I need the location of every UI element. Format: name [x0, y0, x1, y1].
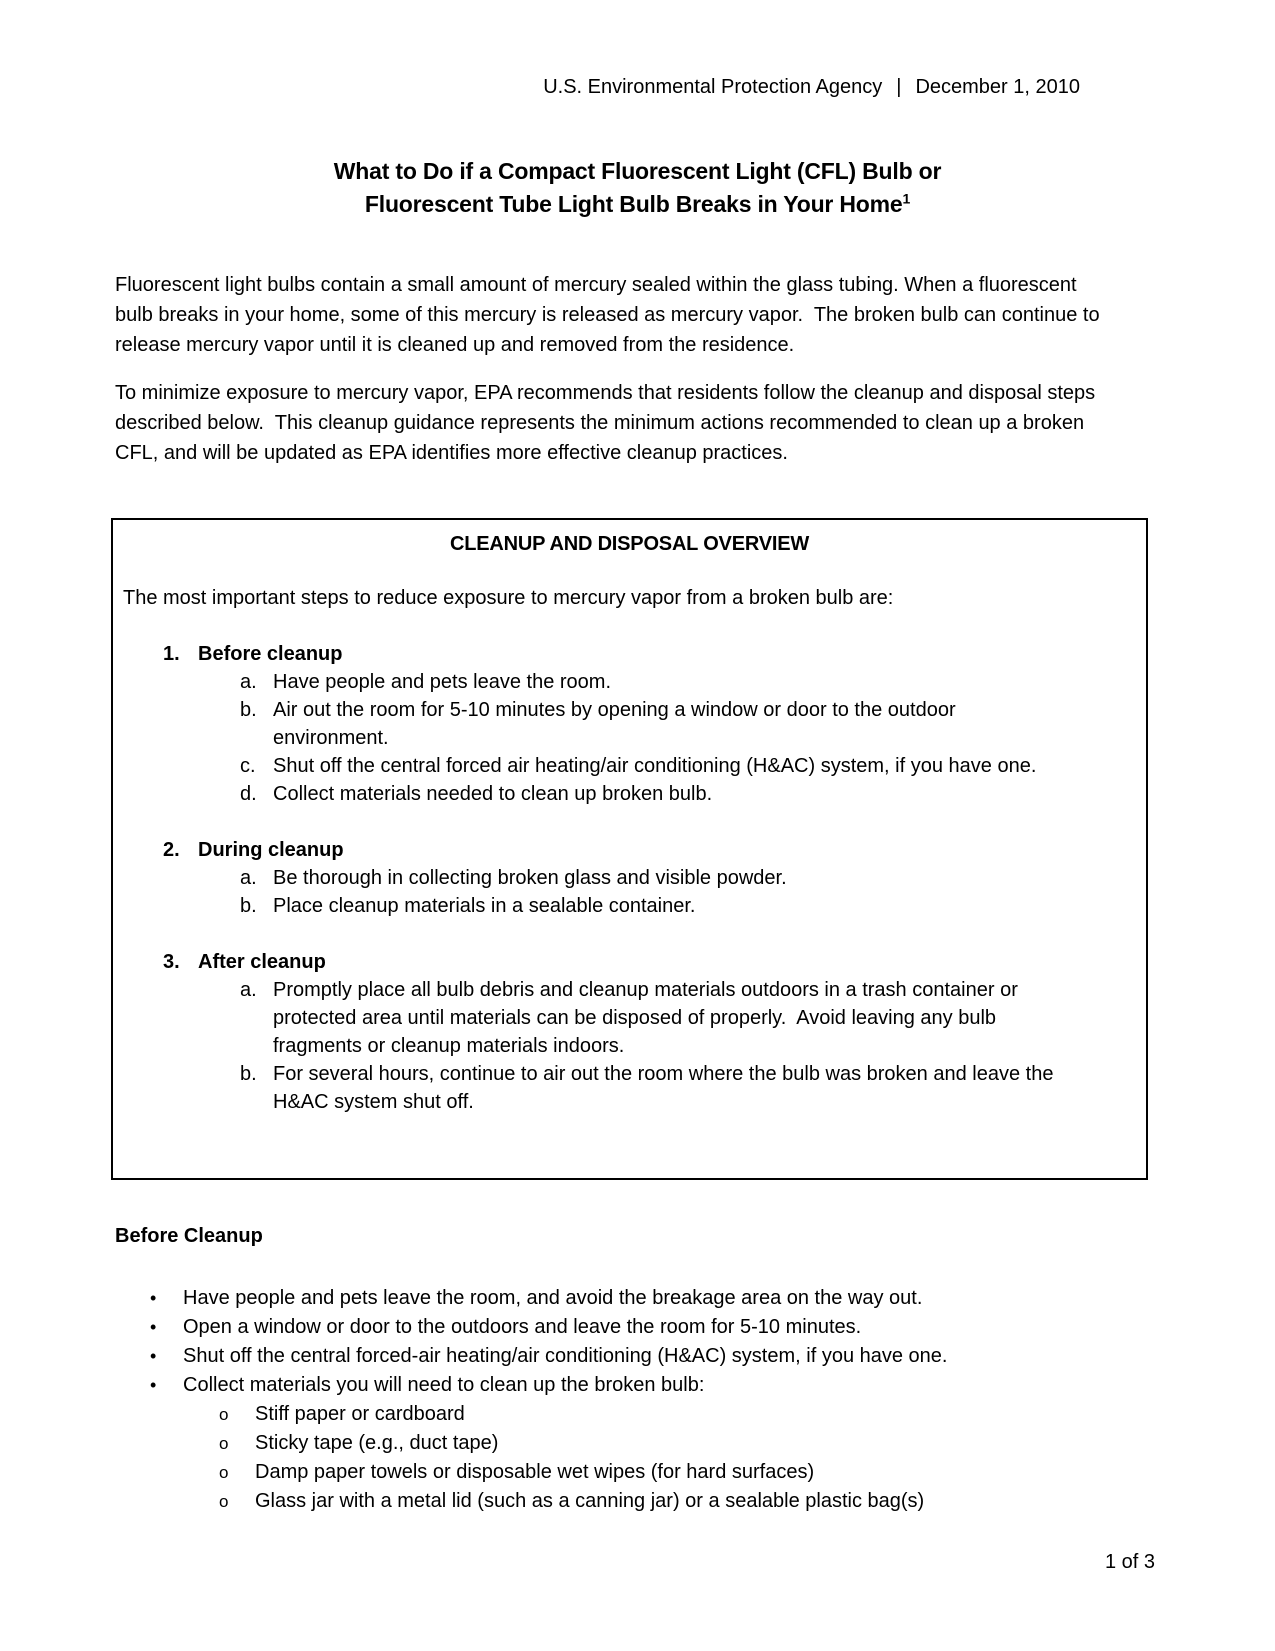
list-item-text: Shut off the central forced air heating/air conditioning (H&AC) system, if you have one.	[273, 755, 1037, 777]
bullet-text: Have people and pets leave the room, and avoid the breakage area on the way out.	[183, 1287, 923, 1309]
list-item-text: Be thorough in collecting broken glass and visible powder.	[273, 867, 787, 889]
overview-box-title: CLEANUP AND DISPOSAL OVERVIEW	[449, 533, 810, 555]
list-heading-text: During cleanup	[198, 839, 344, 861]
list-item-text: Have people and pets leave the room.	[273, 671, 611, 693]
list-letter: a.	[240, 671, 257, 693]
list-number: 2.	[163, 839, 180, 861]
list-item-text: Place cleanup materials in a sealable container.	[273, 895, 696, 917]
sub-bullet-text: Sticky tape (e.g., duct tape)	[255, 1432, 499, 1454]
list-heading-text: Before cleanup	[198, 643, 343, 665]
list-letter: b.	[240, 895, 257, 917]
overview-section-heading	[113, 836, 1146, 864]
sub-bullet-icon: o	[219, 1434, 229, 1453]
list-number: 1.	[163, 643, 180, 665]
header-separator: |	[896, 76, 902, 98]
bullet-list	[115, 1284, 1190, 1516]
list-number: 3.	[163, 951, 180, 973]
bullet-text: Shut off the central forced-air heating/air conditioning (H&AC) system, if you have one.	[183, 1345, 948, 1367]
overview-section-during	[113, 836, 1146, 920]
list-heading-text: After cleanup	[198, 951, 326, 973]
overview-section-before	[113, 640, 1146, 808]
page-number: 1 of 3	[1104, 1551, 1155, 1573]
bullet-icon: •	[150, 1288, 157, 1308]
sub-bullet-icon: o	[219, 1463, 229, 1482]
sub-bullet-item	[115, 1400, 1190, 1429]
list-item	[113, 892, 1146, 920]
header-date: December 1, 2010	[915, 76, 1080, 98]
list-letter: a.	[240, 867, 257, 889]
title-line-2-text: Fluorescent Tube Light Bulb Breaks in Your Home	[364, 191, 903, 217]
bullet-text: Open a window or door to the outdoors and leave the room for 5-10 minutes.	[183, 1316, 862, 1338]
overview-section-heading	[113, 948, 1146, 976]
list-item	[113, 1060, 1146, 1116]
list-item-text: Air out the room for 5-10 minutes by opening a window or door to the outdoor environment.	[273, 699, 956, 749]
list-item-text: Promptly place all bulb debris and cleanup materials outdoors in a trash container or protected area until materials can be disposed of properly. Avoid leaving any bulb fragments or cleanup materials indoors.	[273, 979, 1018, 1057]
cleanup-overview-box	[111, 518, 1148, 1180]
list-letter: b.	[240, 699, 257, 721]
bullet-icon: •	[150, 1317, 157, 1337]
sub-bullet-item	[115, 1429, 1190, 1458]
title-line-2	[115, 188, 1160, 221]
sub-bullet-item	[115, 1458, 1190, 1487]
sub-bullet-text: Damp paper towels or disposable wet wipes (for hard surfaces)	[255, 1461, 815, 1483]
list-item	[113, 668, 1146, 696]
page-title	[115, 155, 1160, 221]
bullet-item	[115, 1284, 1190, 1313]
overview-section-after	[113, 948, 1146, 1116]
bullet-text: Collect materials you will need to clean up the broken bulb:	[183, 1374, 705, 1396]
sub-bullet-item	[115, 1487, 1190, 1516]
sub-bullet-icon: o	[219, 1492, 229, 1511]
before-cleanup-section	[115, 1222, 1190, 1516]
bullet-item	[115, 1371, 1190, 1400]
footnote-marker: 1	[902, 190, 911, 207]
intro-paragraph-1: Fluorescent light bulbs contain a small amount of mercury sealed within the glass tubing. When a fluorescent bulb breaks in your home, some of this mercury is released as mercury vapor. The broken bulb can continue to release mercury vapor until it is cleaned up and removed from the residence.	[115, 274, 1100, 356]
overview-box-intro: The most important steps to reduce exposure to mercury vapor from a broken bulb are:	[123, 587, 894, 609]
bullet-icon: •	[150, 1346, 157, 1366]
list-item-text: Collect materials needed to clean up broken bulb.	[273, 783, 713, 805]
list-letter: c.	[240, 755, 256, 777]
title-line-1: What to Do if a Compact Fluorescent Light (CFL) Bulb or	[333, 158, 942, 184]
sub-bullet-text: Stiff paper or cardboard	[255, 1403, 465, 1425]
document-header	[543, 74, 1080, 100]
list-item	[113, 976, 1146, 1060]
bullet-item	[115, 1342, 1190, 1371]
list-item	[113, 752, 1146, 780]
list-item	[113, 864, 1146, 892]
bullet-icon: •	[150, 1375, 157, 1395]
list-letter: a.	[240, 979, 257, 1001]
list-item	[113, 696, 1146, 752]
list-item-text: For several hours, continue to air out the room where the bulb was broken and leave the H&AC system shut off.	[273, 1063, 1054, 1113]
list-letter: b.	[240, 1063, 257, 1085]
sub-bullet-icon: o	[219, 1405, 229, 1424]
intro-paragraph-2: To minimize exposure to mercury vapor, EPA recommends that residents follow the cleanup and disposal steps described below. This cleanup guidance represents the minimum actions recommended to clean up a broken CFL, and will be updated as EPA identifies more effective cleanup practices.	[115, 382, 1096, 464]
section-heading: Before Cleanup	[115, 1225, 263, 1247]
sub-bullet-text: Glass jar with a metal lid (such as a canning jar) or a sealable plastic bag(s)	[255, 1490, 925, 1512]
list-item	[113, 780, 1146, 808]
bullet-item	[115, 1313, 1190, 1342]
overview-section-heading	[113, 640, 1146, 668]
header-agency: U.S. Environmental Protection Agency	[543, 76, 883, 98]
list-letter: d.	[240, 783, 257, 805]
